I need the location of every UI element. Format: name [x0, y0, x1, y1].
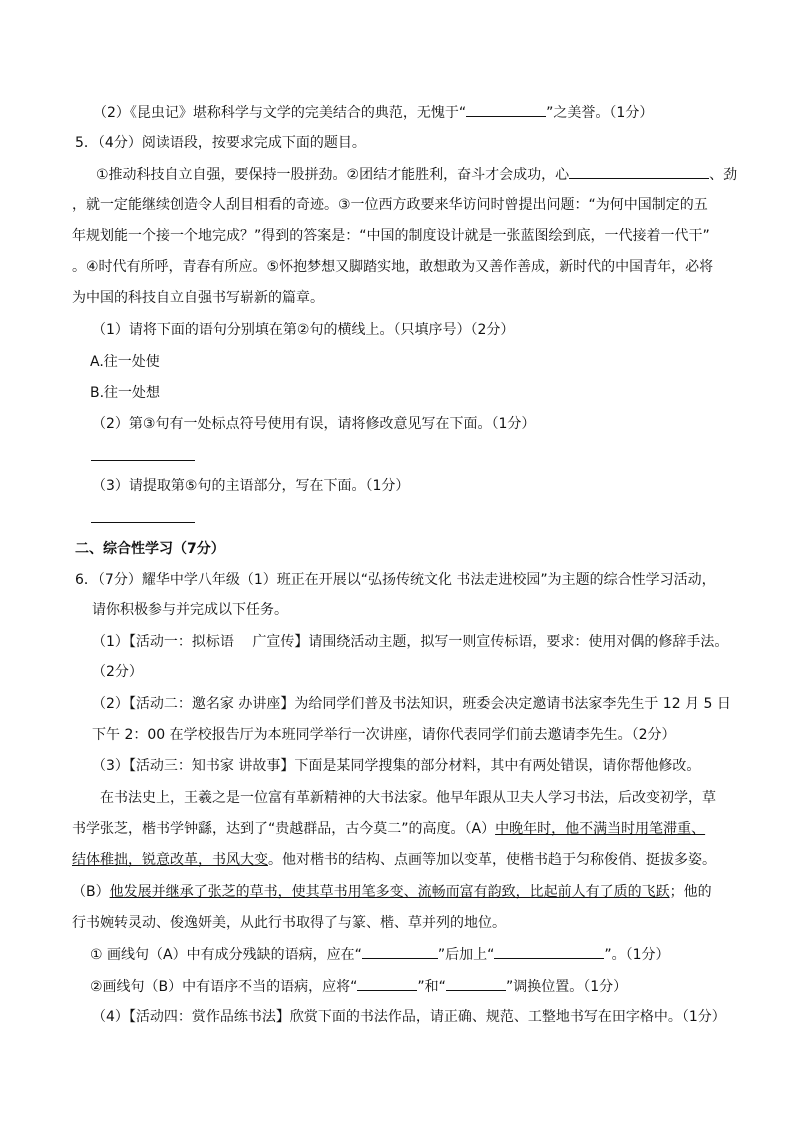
text: ”和“ [417, 979, 446, 995]
underlined-sentence-a: 中晚年时，他不满当时用笔滞重、 [495, 821, 706, 837]
material-line-1: 在书法史上，王羲之是一位富有革新精神的大书法家。他早年跟从卫夫人学习书法，后改变初学，草 [100, 790, 716, 806]
revision-2 [90, 976, 627, 997]
activity-2: （2）【活动二：邀名家 办讲座】为给同学们普及书法知识，班委会决定邀请书法家李先生于 12 月 5 日 [92, 696, 731, 712]
question-5-3: （3）请提取第⑤句的主语部分，写在下面。（1分） [92, 478, 410, 494]
answer-blank[interactable] [362, 944, 438, 959]
question-line-kunchongji [93, 102, 653, 123]
material-line-5: 行书婉转灵动、俊逸妍美，从此行书取得了与篆、楷、草并列的地位。 [72, 915, 506, 931]
activity-3: （3）【活动三：知书家 讲故事】下面是某同学搜集的部分材料，其中有两处错误，请你帮他修改。 [92, 758, 701, 774]
material-line-2 [72, 819, 705, 839]
answer-blank[interactable] [357, 976, 417, 991]
revision-1 [90, 944, 670, 965]
material-line-4 [72, 882, 712, 902]
answer-line[interactable] [91, 522, 195, 523]
activity-4: （4）【活动四：赏作品练书法】欣赏下面的书法作品，请正确、规范、工整地书写在田字格中。（1分） [92, 1009, 726, 1025]
question-5-heading: 5．（4分）阅读语段，按要求完成下面的题目。 [75, 135, 366, 151]
material-line-3 [72, 850, 716, 870]
activity-1-score: （2分） [92, 664, 143, 680]
question-5-1: （1）请将下面的语句分别填在第②句的横线上。（只填序号）（2分） [92, 322, 515, 338]
answer-blank[interactable] [569, 164, 709, 179]
passage-line-3: 年规划能一个接一个地完成？”得到的答案是：“中国的制度设计就是一张蓝图绘到底，一代接着一代干” [72, 228, 710, 244]
activity-1: （1）【活动一：拟标语 广宣传】请围绕活动主题，拟写一则宣传标语，要求：使用对偶的修辞手法。 [92, 634, 729, 650]
passage-line-2: ，就一定能继续创造令人刮目相看的奇迹。③一位西方政要来华访问时曾提出问题：“为何中国制定的五 [72, 197, 708, 213]
text: ②画线句（B）中有语序不当的语病，应将“ [90, 979, 358, 995]
text: ① 画线句（A）中有成分残缺的语病，应在“ [90, 947, 362, 963]
text: ”。（1分） [604, 947, 670, 963]
underlined-sentence-b: 他发展并继承了张芝的草书，使其草书用笔多变、流畅而富有韵致，比起前人有了质的飞跃 [109, 884, 670, 900]
question-6-intro-cont: 请你积极参与并完成以下任务。 [92, 602, 288, 618]
passage-line-1 [96, 164, 737, 185]
passage-line-5: 为中国的科技自立自强书写崭新的篇章。 [72, 290, 324, 306]
passage-line-4: 。④时代有所呼，青春有所应。⑤怀抱梦想又脚踏实地，敢想敢为又善作善成，新时代的中国青年，必将 [72, 259, 714, 275]
activity-2-cont: 下午 2：00 在学校报告厅为本班同学举行一次讲座，请你代表同学们前去邀请李先生。（2分） [92, 727, 676, 743]
answer-blank[interactable] [466, 102, 546, 117]
option-a: A.往一处使 [90, 354, 160, 370]
option-b: B.往一处想 [90, 385, 161, 401]
text: 书学张芝，楷书学钟繇，达到了“贵越群品，古今莫二”的高度。（A） [72, 821, 496, 837]
question-6-intro: 6．（7分）耀华中学八年级（1）班正在开展以“弘扬传统文化 书法走进校园”为主题的综合性学习活动， [75, 572, 716, 588]
text: 、劲 [709, 167, 738, 183]
text: ”之美誉。（1分） [546, 105, 654, 121]
underlined-sentence-a-cont: 结体稚拙，锐意改革，书风大变 [72, 852, 268, 868]
section-2-heading: 二、综合性学习（7分） [75, 541, 225, 557]
answer-line[interactable] [91, 460, 195, 461]
question-5-2: （2）第③句有一处标点符号使用有误，请将修改意见写在下面。（1分） [92, 416, 536, 432]
text: ①推动科技自立自强，要保持一股拼劲。②团结才能胜利，奋斗才会成功，心 [96, 167, 570, 183]
answer-blank[interactable] [494, 944, 604, 959]
text: ”调换位置。（1分） [505, 979, 628, 995]
answer-blank[interactable] [446, 976, 506, 991]
text: （2）《昆虫记》堪称科学与文学的完美结合的典范，无愧于“ [93, 105, 467, 121]
text: ”后加上“ [437, 947, 495, 963]
text: ；他的 [669, 884, 712, 900]
text: 。他对楷书的结构、点画等加以变革，使楷书趋于匀称俊俏、挺拔多姿。 [268, 852, 716, 868]
text: （B） [72, 884, 110, 900]
